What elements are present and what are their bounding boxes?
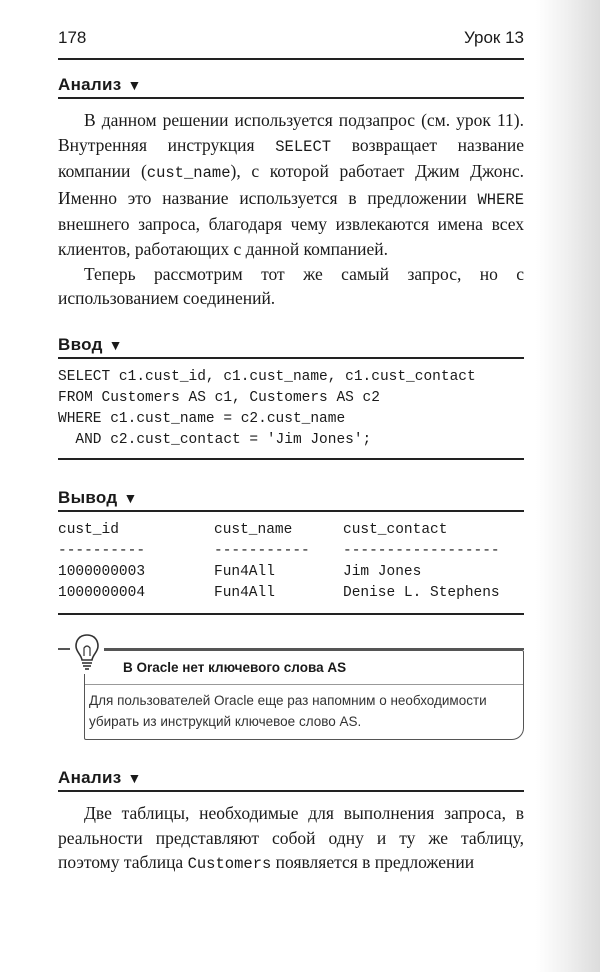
table-row bbox=[58, 585, 524, 606]
code-line: WHERE c1.cust_name = c2.cust_name bbox=[58, 411, 346, 427]
sql-code-block bbox=[58, 367, 524, 451]
table-header-row bbox=[58, 522, 524, 543]
triangle-icon: ▼ bbox=[108, 337, 123, 353]
code-inline-customers: Customers bbox=[187, 855, 272, 874]
chapter-title: Урок 13 bbox=[463, 28, 524, 47]
output-rule-top bbox=[58, 510, 524, 512]
page-edge-shadow bbox=[536, 0, 600, 972]
table-cell: 1000000004 bbox=[58, 585, 146, 601]
table-cell: Fun4All bbox=[214, 564, 275, 580]
table-cell: Fun4All bbox=[214, 585, 275, 601]
output-table bbox=[58, 522, 524, 606]
text-run: Две таблицы, необходимые для выполнения запроса, в реальности представляют собой одну и ту же таблицу, поэтому таблица bbox=[58, 803, 524, 873]
text-run: возвращает название компании ( bbox=[58, 134, 524, 182]
separator: ----------- bbox=[214, 543, 310, 559]
triangle-icon: ▼ bbox=[123, 490, 138, 506]
separator: ------------------ bbox=[343, 543, 500, 559]
table-cell: Jim Jones bbox=[343, 564, 422, 580]
triangle-icon: ▼ bbox=[127, 77, 142, 93]
input-heading-label: Ввод bbox=[58, 335, 103, 354]
column-header: cust_id bbox=[58, 522, 119, 538]
input-rule-bottom bbox=[58, 458, 524, 460]
input-rule-top bbox=[58, 357, 524, 359]
analysis-heading-2-label: Анализ bbox=[58, 768, 122, 787]
table-separator-row bbox=[58, 543, 524, 564]
page-number: 178 bbox=[58, 28, 87, 47]
output-heading bbox=[58, 488, 138, 508]
text-run: внешнего запроса, благодаря чему извлекаются имена всех клиентов, работающих с данной компанией. bbox=[58, 214, 524, 259]
text-run: появляется в предложении bbox=[271, 852, 475, 873]
analysis-heading-1-label: Анализ bbox=[58, 75, 122, 94]
output-rule-bottom bbox=[58, 613, 524, 615]
running-header bbox=[58, 28, 524, 56]
separator: ---------- bbox=[58, 543, 146, 559]
column-header: cust_name bbox=[214, 522, 293, 538]
text-run: В данном решении используется подзапрос (см. урок 11). Внутренняя инструкция bbox=[58, 110, 524, 155]
input-heading bbox=[58, 335, 123, 355]
output-heading-label: Вывод bbox=[58, 488, 118, 507]
analysis-heading-1 bbox=[58, 75, 142, 95]
code-inline-where: WHERE bbox=[477, 190, 524, 209]
text-run: Теперь рассмотрим тот же самый запрос, но с использованием соединений. bbox=[58, 263, 524, 309]
analysis-body-1 bbox=[58, 108, 524, 311]
triangle-icon: ▼ bbox=[127, 770, 142, 786]
table-cell: 1000000003 bbox=[58, 564, 146, 580]
column-header: cust_contact bbox=[343, 522, 448, 538]
analysis-paragraph-2 bbox=[58, 262, 524, 311]
code-inline-select: SELECT bbox=[275, 137, 332, 156]
tip-title: В Oracle нет ключевого слова AS bbox=[123, 660, 347, 675]
text-run: ), с которой работает Джим Джонс. Именно это название используется в предложении bbox=[58, 161, 524, 208]
code-line: FROM Customers AS c1, Customers AS c2 bbox=[58, 390, 380, 406]
analysis-body-2 bbox=[58, 801, 524, 877]
table-cell: Denise L. Stephens bbox=[343, 585, 500, 601]
tip-text: Для пользователей Oracle еще раз напомним о необходимости убирать из инструкций ключевое слово AS. bbox=[89, 693, 487, 729]
tip-box bbox=[84, 650, 524, 740]
analysis-paragraph-3 bbox=[58, 801, 524, 877]
analysis-heading-2 bbox=[58, 768, 142, 788]
lightbulb-icon bbox=[70, 630, 104, 674]
analysis-rule-2 bbox=[58, 790, 524, 792]
tip-divider bbox=[85, 684, 523, 685]
table-row bbox=[58, 564, 524, 585]
analysis-paragraph-1 bbox=[58, 108, 524, 262]
code-line: AND c2.cust_contact = 'Jim Jones'; bbox=[58, 432, 372, 448]
header-rule bbox=[58, 58, 524, 60]
code-inline-cust-name: cust_name bbox=[146, 164, 231, 183]
analysis-rule-1 bbox=[58, 97, 524, 99]
code-line: SELECT c1.cust_id, c1.cust_name, c1.cust_contact bbox=[58, 369, 476, 385]
